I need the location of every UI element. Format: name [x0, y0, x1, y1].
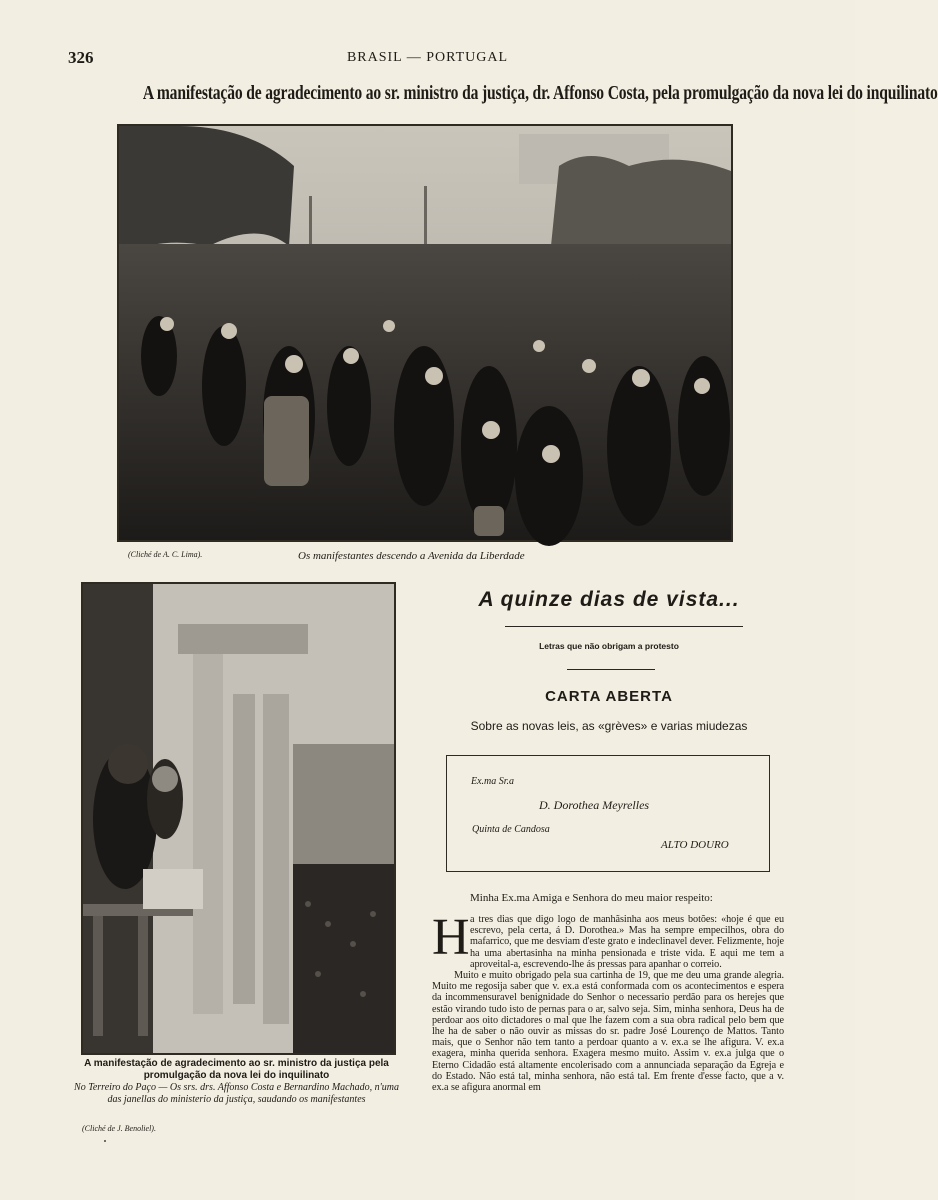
address-recipient: D. Dorothea Meyrelles	[539, 798, 650, 812]
left-photo-credit: (Cliché de J. Benoliel).	[82, 1124, 156, 1133]
address-region: ALTO DOURO	[661, 839, 729, 851]
top-photo-credit: (Cliché de A. C. Lima).	[128, 550, 203, 559]
left-photo-caption	[74, 1058, 399, 1106]
letter-heading: CARTA ABERTA	[545, 688, 673, 705]
title-divider	[505, 626, 743, 627]
article-subtitle: Letras que não obrigam a protesto	[539, 641, 679, 651]
main-headline: A manifestação de agradecimento ao sr. ministro da justiça, dr. Affonso Costa, pela promulgação da nova lei do inquilinato	[142, 82, 938, 104]
page-header	[0, 48, 855, 72]
left-photo-caption-title: A manifestação de agradecimento ao sr. ministro da justiça pela promulgação da nova lei do inquilinato	[84, 1058, 389, 1081]
article-title: A quinze dias de vista...	[478, 588, 740, 611]
page-number: 326	[68, 48, 94, 67]
letter-subheading: Sobre as novas leis, as «grèves» e varias miudezas	[470, 719, 748, 733]
subtitle-divider	[567, 669, 655, 670]
top-photo-caption: Os manifestantes descendo a Avenida da Liberdade	[298, 550, 525, 562]
letter-body	[432, 909, 784, 1094]
masthead: BRASIL — PORTUGAL	[346, 50, 509, 65]
drop-cap: H	[432, 909, 470, 966]
address-salutation: Ex.ma Sr.a	[471, 776, 515, 787]
address-estate: Quinta de Candosa	[472, 824, 550, 835]
letter-greeting: Minha Ex.ma Amiga e Senhora do meu maior respeito:	[470, 892, 713, 904]
crowd-photo-image	[119, 126, 731, 540]
print-speck	[104, 1140, 106, 1142]
letter-paragraph-1: a tres dias que digo logo de manhãsinha aos meus botões: «hoje é que eu escrevo, pela certa, á D. Dorothea.» Mas ha sempre empecilhos, obra do mafarrico, que me desviam d'este grato e indeclinavel dever. Felizmente, hoje ha uma abertasinha na minha pensionada e triste vida. E aqui me tem a aproveital-a, escrevendo-lhe ás pressas para apanhar o correio.	[470, 914, 784, 970]
left-photo-caption-detail: No Terreiro do Paço — Os srs. drs. Affonso Costa e Bernardino Machado, n'uma das janellas do ministerio da justiça, saudando os manifestantes	[74, 1082, 399, 1105]
crowd-photo	[117, 124, 733, 542]
ministers-window-photo	[81, 582, 396, 1055]
letter-paragraph-2: Muito e muito obrigado pela sua cartinha de 19, que me deu uma grande alegria. Muito me regosija saber que v. ex.a está conformada com os acontecimentos e espera da incommensuravel benignidade do Senhor o necessario perdão para os herejes que estão virando tudo isto de pernas para o ar, salvo seja. Sim, minha senhora, Deus ha de perdoar aos oito dictadores o mal que lhe fazem com a sua obra radical pelo bem que lhe ha de saber o não ouvir as missas do sr. padre José Lourenço de Mattos. Tanto mais, que o Senhor não tem tanto a perdoar quanto a v. ex.a se lhe afigura. V. ex.a exagera, minha querida senhora. Exagera mesmo muito. Assim v. ex.a julga que o Eterno Cidadão está altamente encolerisado com a annunciada separação da Egreja e do Estado. Não está tal, minha senhora, não está tal. Em frente d'esse facto, que a v. ex.a se afigura anormal em	[432, 970, 784, 1094]
address-box	[446, 755, 770, 872]
ministers-window-image	[83, 584, 394, 1053]
